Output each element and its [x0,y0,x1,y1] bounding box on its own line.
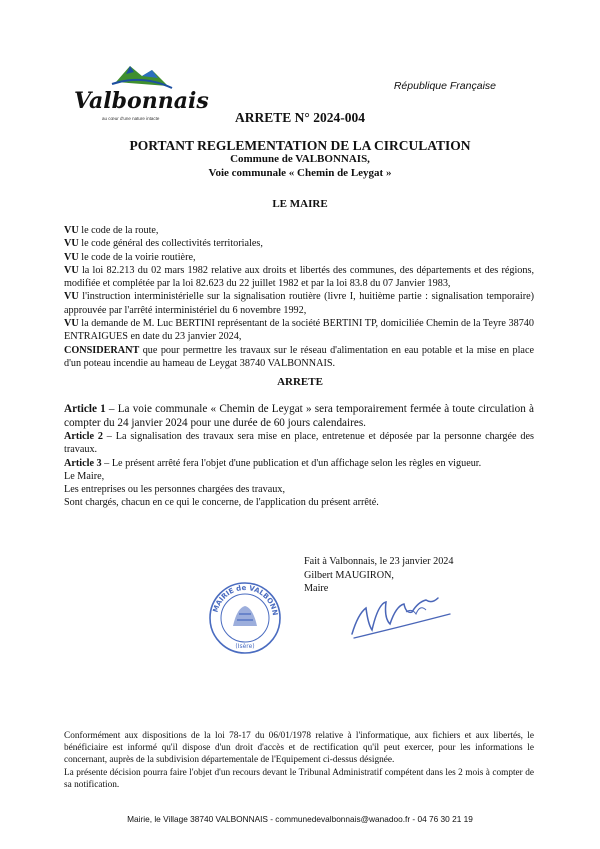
considerant-item: CONSIDERANT que pour permettre les travaux sur le réseau d'alimentation en eau potable et la mise en place d'un poteau incendie au hameau de Leygat 38740 VALBONNAIS. [64,344,534,369]
recipient-line: Sont chargés, chacun en ce qui le concerne, de l'application du présent arrêté. [64,497,379,509]
recipient-line: Les entreprises ou les personnes chargées des travaux, [64,484,286,496]
visa-item: VU le code de la route, [64,225,159,236]
arrete-number: ARRETE N° 2024-004 [235,110,365,125]
visas-list [64,224,534,370]
le-maire-heading: LE MAIRE [272,198,328,210]
article-1: Article 1 – La voie communale « Chemin de Leygat » sera temporairement fermée à toute circulation à compter du 24 janvier 2024 pour une durée de 60 jours calendaires. [64,403,534,429]
republique-francaise: République Française [393,80,496,92]
article-2: Article 2 – La signalisation des travaux sera mise en place, entretenue et déposée par la personne chargée des travaux. [64,431,534,456]
recipient-line: Le Maire, [64,470,105,482]
visa-item: VU la demande de M. Luc BERTINI représentant de la société BERTINI TP, domiciliée Chemin de la Teyre 38740 ENTRAIGUES en date du 23 janvier 2024, [64,318,534,343]
cnil-notice: Conformément aux dispositions de la loi 78-17 du 06/01/1978 relative à l'informatique, aux fichiers et aux libertés, le bénéficiaire est informé qu'il dispose d'un droit d'accès et de rectification qu'il peut exercer, pour les informations le concernant, auprès de la subdivision départementale de l'Equipement ci-dessus désignée. [64,731,534,766]
svg-text:(Isère): (Isère) [235,643,255,650]
voie-name: Voie communale « Chemin de Leygat » [208,167,392,179]
mairie-address: Mairie, le Village 38740 VALBONNAIS - communedevalbonnais@wanadoo.fr - 04 76 30 21 19 [127,814,473,824]
legal-notes [64,730,534,791]
svg-text:MAIRIE de VALBONNAIS: MAIRIE de VALBONN [211,583,279,617]
signatory-name: Gilbert MAUGIRON, [304,569,394,581]
arrete-heading: ARRETE [277,376,323,388]
signatory-role: Maire [304,583,329,594]
visa-item: VU l'instruction interministérielle sur la signalisation routière (livre I, huitième partie : signalisation temporaire) approuvée par l'arrêté interministériel du 6 novembre 1992, [64,291,534,316]
logo-wordmark: Valbonnais [74,88,209,114]
articles [64,402,534,510]
mairie-stamp [207,580,283,656]
document-subject: PORTANT REGLEMENTATION DE LA CIRCULATION [129,138,471,153]
recours-notice: La présente décision pourra faire l'objet d'un recours devant le Tribunal Administratif compétent dans les 2 mois à compter de sa notification. [64,767,534,790]
handwritten-signature [346,584,456,644]
visa-item: VU la loi 82.213 du 02 mars 1982 relative aux droits et libertés des communes, des départements et des régions, modifiée et complétée par la loi 82.623 du 22 juillet 1982 et par la loi 83.8 du 07 Janvier 1983, [64,264,534,290]
visa-item: VU le code général des collectivités territoriales, [64,238,263,250]
article-3: Article 3 – Le présent arrêté fera l'objet d'une publication et d'un affichage selon les règles en vigueur. [64,457,482,469]
place-date: Fait à Valbonnais, le 23 janvier 2024 [304,556,454,567]
logo-tagline: au cœur d'une nature intacte [102,116,160,121]
article-3-recipients [64,470,534,510]
visa-item: VU le code de la voirie routière, [64,251,196,263]
commune-name: Commune de VALBONNAIS, [230,153,370,165]
